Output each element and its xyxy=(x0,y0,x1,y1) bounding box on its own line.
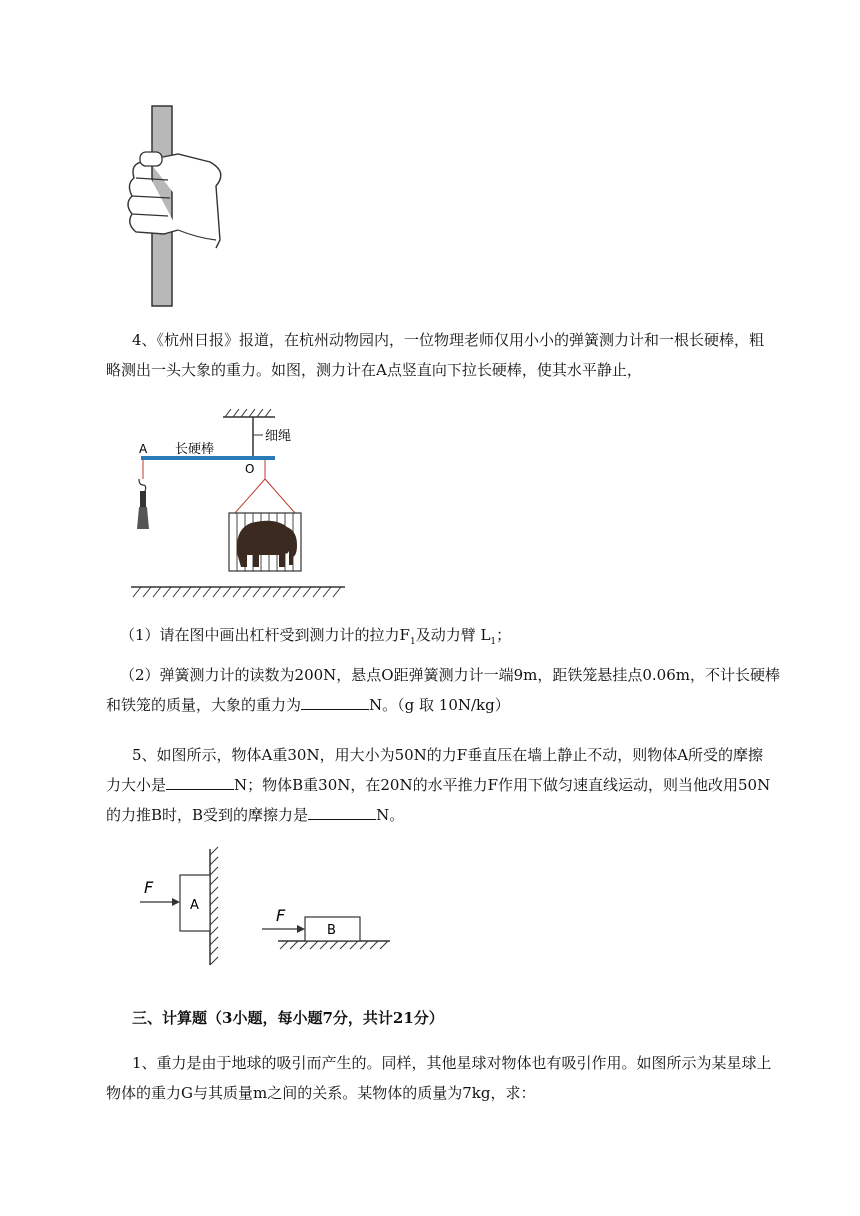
q4-sub1-end: ； xyxy=(496,626,512,644)
q5-line1: 5、如图所示，物体A重30N，用大小为50N的力F垂直压在墙上静止不动，则物体A所受的摩擦 xyxy=(132,746,764,764)
q5-line3-post: N。 xyxy=(376,806,405,824)
q5-line2-pre: 力大小是 xyxy=(106,776,167,794)
q4-intro-line2: 略测出一头大象的重力。如图，测力计在A点竖直向下拉长硬棒，使其水平静止， xyxy=(106,361,642,379)
q5-answer-blank-2[interactable] xyxy=(308,803,376,820)
section3-title: 三、计算题（3小题，每小题7分，共计21分） xyxy=(132,1009,444,1027)
hand-grip-figure xyxy=(120,100,230,310)
lever-elephant-figure xyxy=(125,405,355,605)
q5-answer-blank-1[interactable] xyxy=(166,773,234,790)
fig-label-rod: 长硬棒 xyxy=(175,442,215,457)
q4-sub1-mid: 及动力臂 L xyxy=(415,626,491,644)
fig-label-F2: F xyxy=(276,906,286,925)
fig-label-block-B: B xyxy=(327,923,336,938)
fig-label-O: O xyxy=(245,462,255,476)
fig-label-F1: F xyxy=(144,878,154,897)
fig-label-rope: 细绳 xyxy=(265,429,292,444)
fig-label-block-A: A xyxy=(190,898,199,913)
q4-sub1-sub2: 1 xyxy=(490,637,497,647)
q4-sub1-pre: （1）请在图中画出杠杆受到测力计的拉力F xyxy=(120,626,410,644)
q4-answer-blank[interactable] xyxy=(301,693,369,710)
q5-line2-mid: N；物体B重30N，在20N的水平推力F作用下做匀速直线运动，则当他改用50N xyxy=(234,776,771,794)
q4-sub2-line1: （2）弹簧测力计的读数为200N，悬点O距弹簧测力计一端9m，距铁笼悬挂点0.06m，不计长硬棒 xyxy=(120,666,780,684)
fig-label-A: A xyxy=(139,442,148,456)
q4-intro-line1: 4、《杭州日报》报道，在杭州动物园内，一位物理老师仅用小小的弹簧测力计和一根长硬棒，粗 xyxy=(132,331,765,349)
q4-sub2-line2-post: N。（g 取 10N/kg） xyxy=(369,696,510,714)
q4-sub1-sub1: 1 xyxy=(409,637,416,647)
c1-line1: 1、重力是由于地球的吸引而产生的。同样，其他星球对物体也有吸引作用。如图所示为某星球上 xyxy=(132,1054,772,1072)
q5-line3-pre: 的力推B时，B受到的摩擦力是 xyxy=(106,806,309,824)
c1-line2: 物体的重力G与其质量m之间的关系。某物体的质量为7kg，求： xyxy=(106,1084,536,1102)
friction-figure xyxy=(130,845,400,970)
q4-sub2-line2-pre: 和铁笼的质量，大象的重力为 xyxy=(106,696,302,714)
